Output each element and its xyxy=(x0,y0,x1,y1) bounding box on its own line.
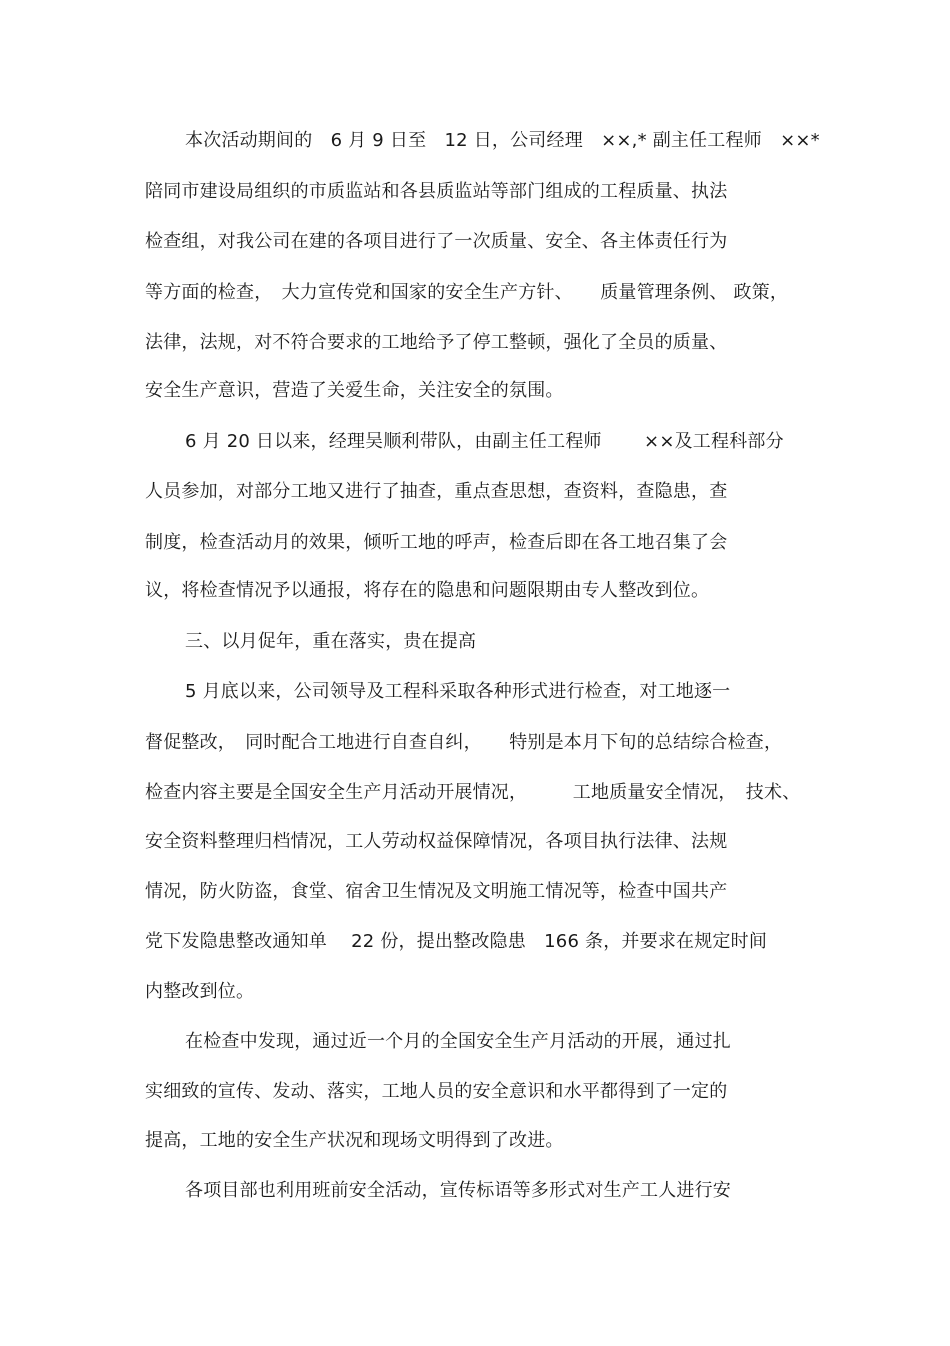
text-line: 提高，工地的安全生产状况和现场文明得到了改进。 xyxy=(145,1130,564,1151)
text-line: 等方面的检查， 大力宣传党和国家的安全生产方针、 质量管理条例、 政策， xyxy=(145,282,789,303)
text-line: 安全生产意识，营造了关爱生命，关注安全的氛围。 xyxy=(145,380,564,401)
text-line: 制度，检查活动月的效果，倾听工地的呼声，检查后即在各工地召集了会 xyxy=(145,532,728,553)
section-heading: 三、以月促年，重在落实，贵在提高 xyxy=(185,631,477,652)
text-line: 人员参加，对部分工地又进行了抽查，重点查思想，查资料，查隐患，查 xyxy=(145,481,728,502)
text-line: 议，将检查情况予以通报，将存在的隐患和问题限期由专人整改到位。 xyxy=(145,580,710,601)
text-line: 检查内容主要是全国安全生产月活动开展情况， 工地质量安全情况， 技术、 xyxy=(145,782,801,803)
text-line: 法律，法规，对不符合要求的工地给予了停工整顿，强化了全员的质量、 xyxy=(145,332,728,353)
text-line: 安全资料整理归档情况，工人劳动权益保障情况，各项目执行法律、法规 xyxy=(145,831,728,852)
text-line: 检查组，对我公司在建的各项目进行了一次质量、安全、各主体责任行为 xyxy=(145,231,728,252)
text-line: 情况，防火防盗，食堂、宿舍卫生情况及文明施工情况等，检查中国共产 xyxy=(145,881,728,902)
text-line: 各项目部也利用班前安全活动，宣传标语等多形式对生产工人进行安 xyxy=(185,1180,731,1201)
text-line: 本次活动期间的 6 月 9 日至 12 日，公司经理 ××,* 副主任工程师 ××* xyxy=(185,130,820,151)
text-line: 在检查中发现，通过近一个月的全国安全生产月活动的开展，通过扎 xyxy=(185,1031,731,1052)
text-line: 5 月底以来，公司领导及工程科采取各种形式进行检查，对工地逐一 xyxy=(185,681,731,702)
text-line: 党下发隐患整改通知单 22 份，提出整改隐患 166 条，并要求在规定时间 xyxy=(145,931,768,952)
text-line: 6 月 20 日以来，经理吴顺利带队，由副主任工程师 ××及工程科部分 xyxy=(185,431,784,452)
text-line: 陪同市建设局组织的市质监站和各县质监站等部门组成的工程质量、执法 xyxy=(145,181,728,202)
text-line: 内整改到位。 xyxy=(145,981,255,1002)
text-line: 督促整改， 同时配合工地进行自查自纠， 特别是本月下旬的总结综合检查， xyxy=(145,732,783,753)
text-line: 实细致的宣传、发动、落实，工地人员的安全意识和水平都得到了一定的 xyxy=(145,1081,728,1102)
